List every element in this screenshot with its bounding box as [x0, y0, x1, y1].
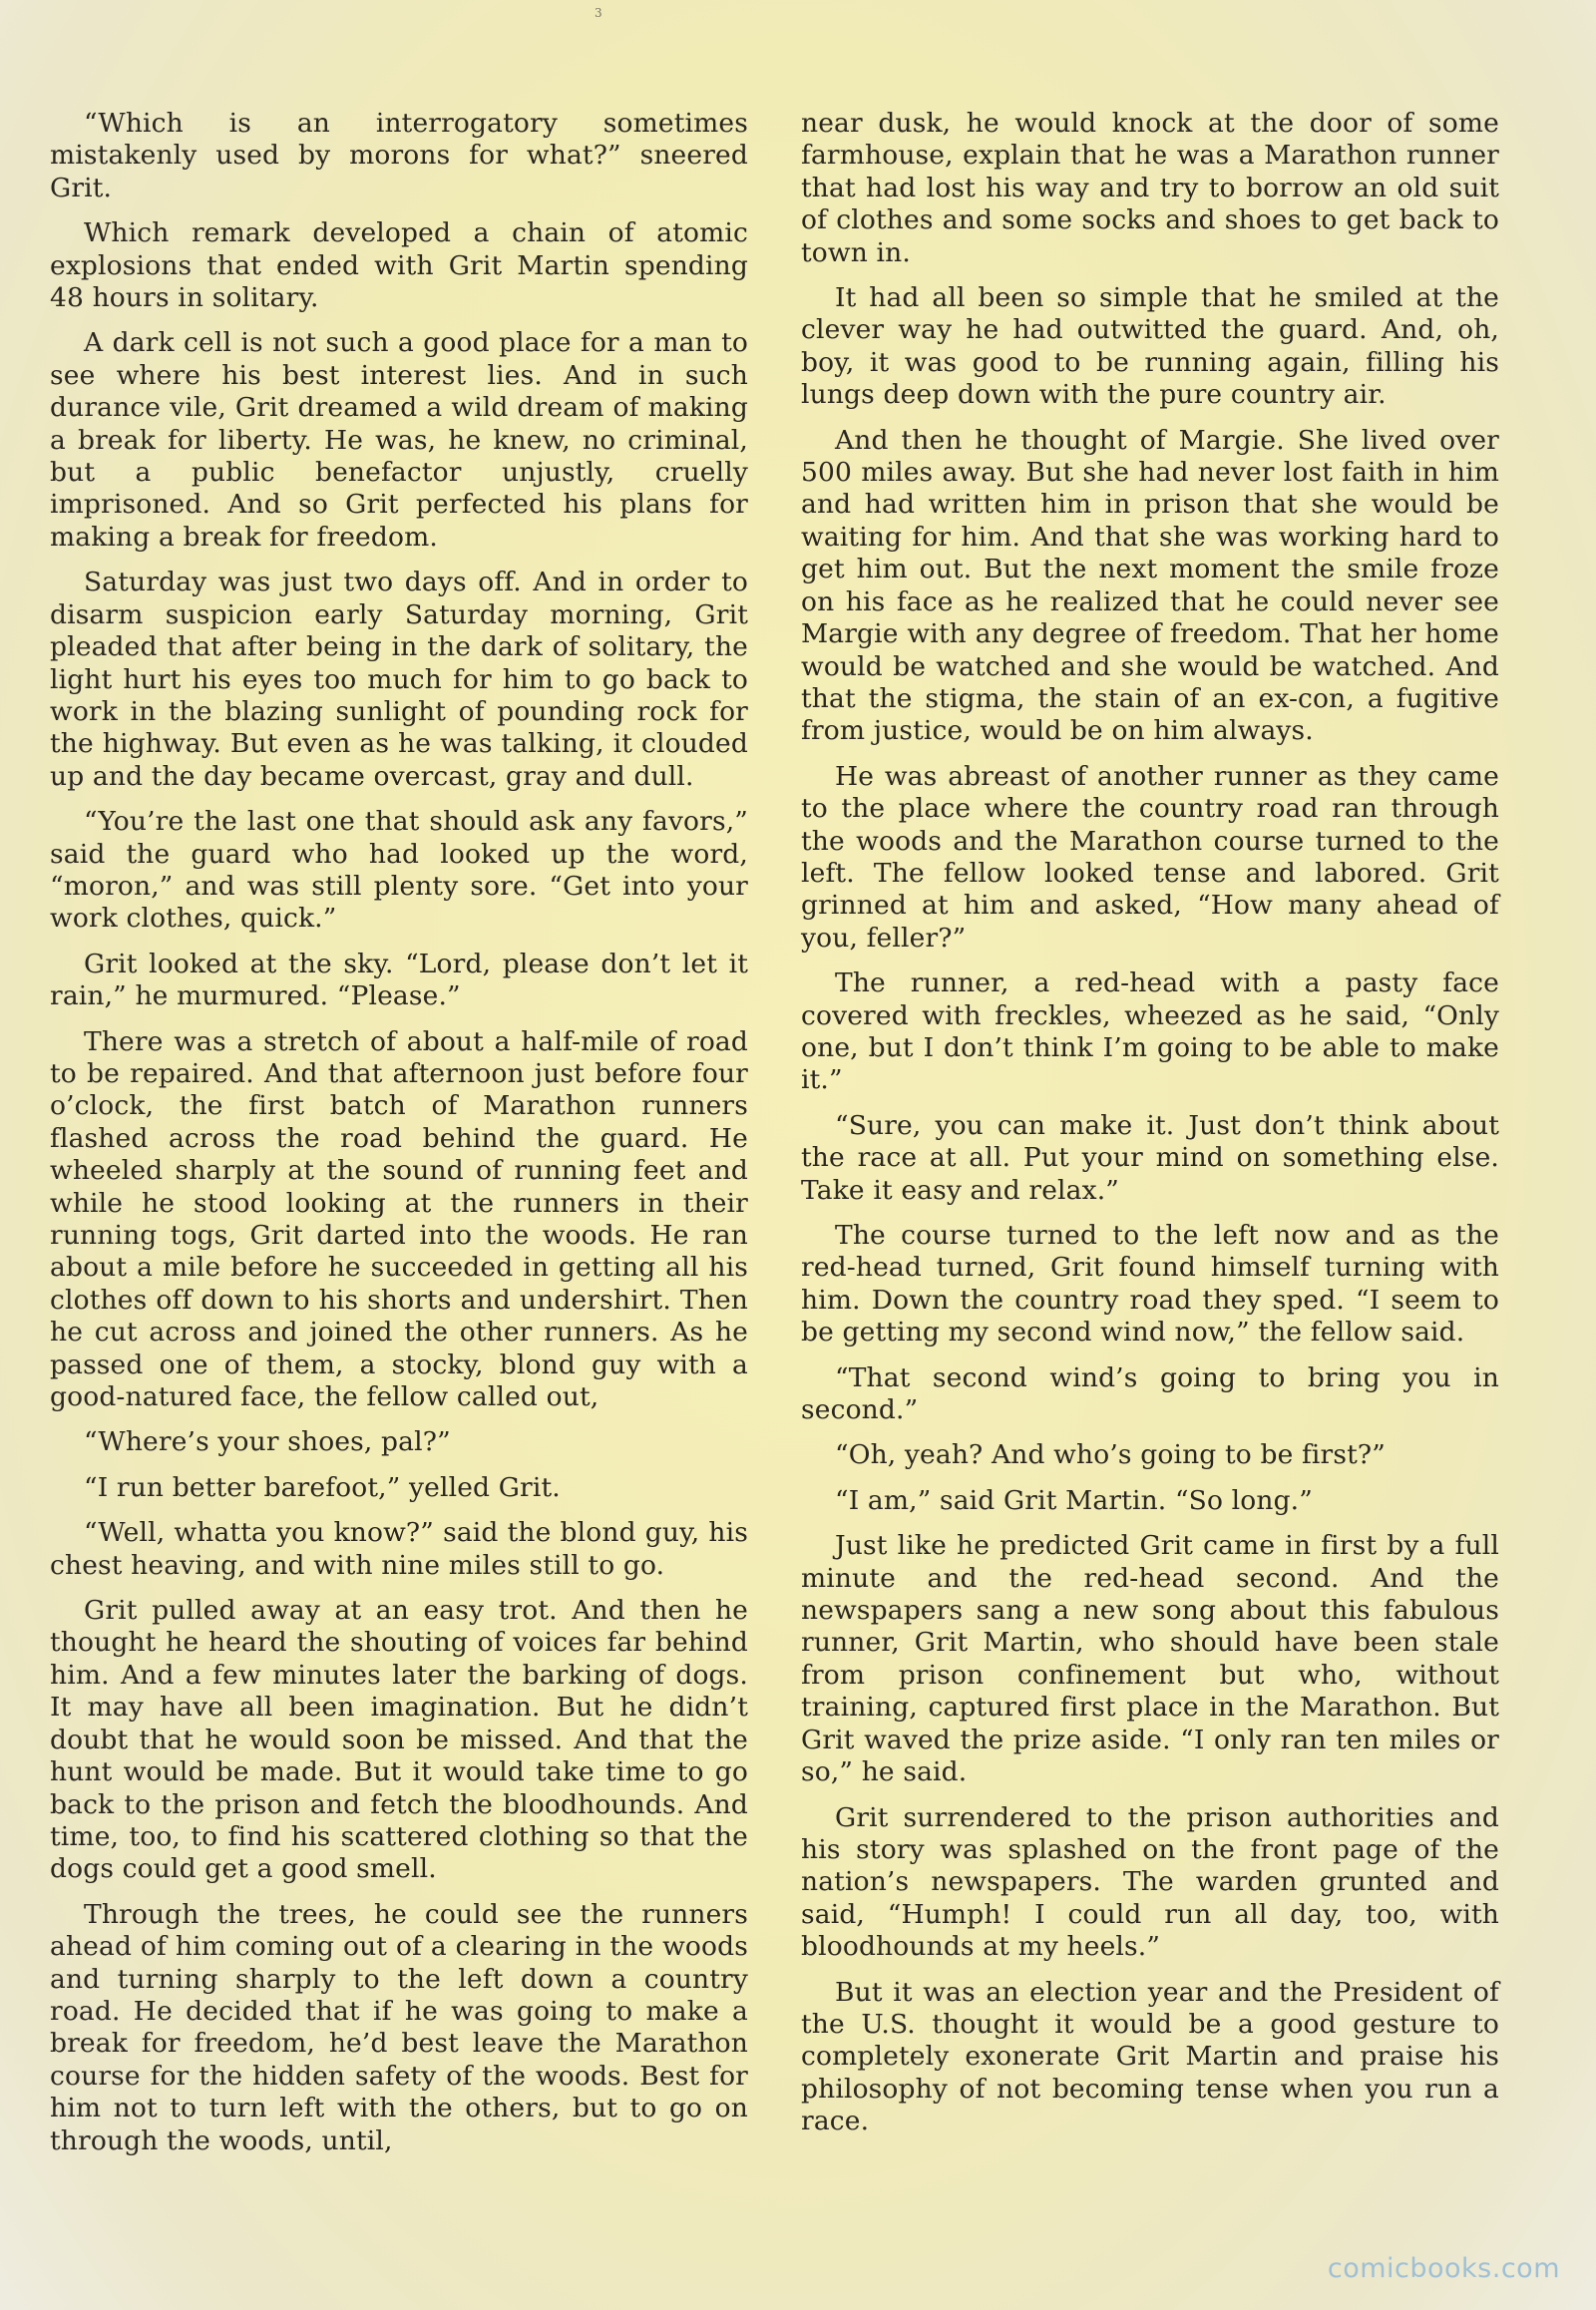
paragraph: “Sure, you can make it. Just don’t think about the race at all. Put your mind on something else. Take it easy and relax.” — [801, 1109, 1499, 1206]
paragraph: The course turned to the left now and as the red-head turned, Grit found himself turning with him. Down the country road they sped. “I seem to be getting my second wind now,” the fellow said. — [801, 1220, 1499, 1348]
page-mark: 3 — [595, 6, 602, 20]
paragraph: “Which is an interrogatory sometimes mistakenly used by morons for what?” sneered Grit. — [50, 108, 748, 203]
paragraph: Saturday was just two days off. And in order to disarm suspicion early Saturday morning, Grit pleaded that after being in the dark of solitary, the light hurt his eyes too much for him to go back to work in the blazing sunlight of pounding rock for the highway. But even as he was talking, it clouded up and the day became overcast, gray and dull. — [50, 567, 748, 792]
paragraph: A dark cell is not such a good place for a man to see where his best interest lies. And in such durance vile, Grit dreamed a wild dream of making a break for liberty. He was, he knew, no criminal, but a public benefactor unjustly, cruelly imprisoned. And so Grit perfected his plans for making a break for freedom. — [50, 327, 748, 553]
paragraph: “Oh, yeah? And who’s going to be first?” — [835, 1439, 1386, 1471]
paragraph: “I run better barefoot,” yelled Grit. — [84, 1471, 561, 1503]
paragraph: Grit surrendered to the prison authorities and his story was splashed on the front page of the nation’s newspapers. The warden grunted and said, “Humph! I could run all day, too, with bloodhounds at my heels.” — [801, 1801, 1499, 1963]
paragraph: “Well, whatta you know?” said the blond guy, his chest heaving, and with nine miles still to go. — [50, 1517, 748, 1581]
paragraph: But it was an election year and the President of the U.S. thought it would be a good gesture to completely exonerate Grit Martin and praise his philosophy of not becoming tense when you run a race. — [801, 1976, 1499, 2137]
paragraph: Just like he predicted Grit came in first by a full minute and the red-head second. And the newspapers sang a new song about this fabulous runner, Grit Martin, who should have been stale from prison confinement but who, without training, captured first place in the Marathon. But Grit waved the prize aside. “I only ran ten miles or so,” he said. — [801, 1530, 1499, 1788]
paragraph: Through the trees, he could see the runners ahead of him coming out of a clearing in the woods and turning sharply to the left down a country road. He decided that if he was going to make a break for freedom, he’d best leave the Marathon course for the hidden safety of the woods. Best for him not to turn left with the others, but to go on through the woods, until, — [50, 1898, 748, 2156]
paragraph: He was abreast of another runner as they came to the place where the country road ran through the woods and the Marathon course turned to the left. The fellow looked tense and labored. Grit grinned at him and asked, “How many ahead of you, feller?” — [801, 760, 1499, 954]
paragraph: “I am,” said Grit Martin. “So long.” — [835, 1484, 1313, 1516]
paragraph: Grit looked at the sky. “Lord, please don’t let it rain,” he murmured. “Please.” — [50, 948, 748, 1012]
paragraph: Which remark developed a chain of atomic explosions that ended with Grit Martin spending 48 hours in solitary. — [50, 217, 748, 314]
paragraph: And then he thought of Margie. She lived over 500 miles away. But she had never lost faith in him and had written him in prison that she would be waiting for him. And that she was working hard to get him out. But the next moment the smile froze on his face as he realized that he could never see Margie with any degree of freedom. That her home would be watched and she would be watched. And that the stigma, the stain of an ex-con, a fugitive from justice, would be on him always. — [801, 424, 1499, 747]
right-column — [801, 108, 1499, 2151]
paragraph: Grit pulled away at an easy trot. And then he thought he heard the shouting of voices far behind him. And a few minutes later the barking of dogs. It may have all been imagination. But he didn’t doubt that he would soon be missed. And that the hunt would be made. But it would take time to go back to the prison and fetch the bloodhounds. And time, too, to find his scattered clothing so that the dogs could get a good smell. — [50, 1595, 748, 1885]
paragraph: There was a stretch of about a half-mile of road to be repaired. And that afternoon just before four o’clock, the first batch of Marathon runners flashed across the road behind the guard. He wheeled sharply at the sound of running feet and while he stood looking at the runners in their running togs, Grit darted into the woods. He ran about a mile before he succeeded in getting all his clothes off down to his shorts and undershirt. Then he cut across and joined the other runners. As he passed one of them, a stocky, blond guy with a good-natured face, the fellow called out, — [50, 1025, 748, 1413]
paragraph-continued: near dusk, he would knock at the door of some farmhouse, explain that he was a Marathon runner that had lost his way and try to borrow an old suit of clothes and some socks and shoes to get back to town in. — [801, 108, 1499, 268]
paragraph: “You’re the last one that should ask any favors,” said the guard who had looked up the word, “moron,” and was still plenty sore. “Get into your work clothes, quick.” — [50, 806, 748, 935]
paragraph: The runner, a red-head with a pasty face covered with freckles, wheezed as he said, “Only one, but I don’t think I’m going to be able to make it.” — [801, 967, 1499, 1096]
paragraph: It had all been so simple that he smiled at the clever way he had outwitted the guard. And, oh, boy, it was good to be running again, filling his lungs deep down with the pure country air. — [801, 282, 1499, 411]
paragraph: “Where’s your shoes, pal?” — [84, 1426, 451, 1458]
watermark: comicbooks.com — [1327, 2253, 1560, 2284]
paragraph: “That second wind’s going to bring you in second.” — [801, 1361, 1499, 1426]
left-column — [50, 108, 748, 2170]
